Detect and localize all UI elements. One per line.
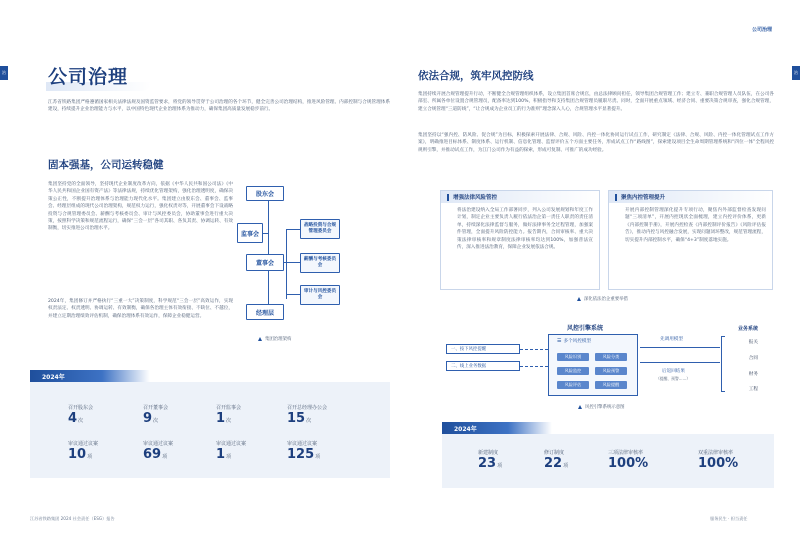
org-committee-audit: 审计与风控委员会 xyxy=(300,285,340,305)
post-return-sub: （提醒、预警……） xyxy=(656,376,691,381)
stat-item: 审议通过议案 69项 xyxy=(143,441,174,462)
stat-item: 新建制度 23项 xyxy=(478,450,503,471)
caption-triangle-icon xyxy=(577,297,581,301)
cards-caption: 深化依法治企重要举措 xyxy=(577,296,628,302)
card-legal-risk-text: 将法治建设纳入全局工作部署同步，列入公司发展规划和年度工作计划，制定企业主要负责人履行依法治企第一责任人职责的责任清单，持续深化法律监督与服务，做好法律事务全过程管理，加强案件管理，全面提升风险防控能力。报告期内，合同审核率、重大决策法律审核率和规章制度法律审核率均达到100%，加强普法宣传，深入推进法治教育，保障企业发展依法合规。 xyxy=(457,208,593,251)
org-chart-caption: 集团治理架构 xyxy=(258,336,291,342)
footer-left: 江苏省铁路集团 2024 社会责任（ESG）报告 xyxy=(30,516,115,521)
intro-paragraph: 江苏省铁路集团严格遵循国家相关法律法规及国资监管要求，将党的领导贯穿于公司治理的各个环节，健全完善公司治理结构，推进风险管理、内部控制与合规管理体系建设，持续提升企业治理能力与水平，以中国特色现代企业治理体系为推动力，确保集团高质量发展稳步前行。 xyxy=(48,100,390,113)
stat-item: 三项法律审核率 100% xyxy=(608,450,649,471)
side-tab-right: 治 xyxy=(792,66,800,80)
post-return-label: 后返回结果 xyxy=(662,369,685,374)
biz-bracket xyxy=(721,336,725,392)
stat-item: 修订制度 22项 xyxy=(544,450,569,471)
list-icon: ☰ xyxy=(557,338,562,344)
engine-title: 风控引擎系统 xyxy=(567,325,604,332)
pre-call-label: 先调用模型 xyxy=(660,337,683,342)
biz-item: 工程 xyxy=(748,387,758,392)
card-legal-risk-title: 增强法律风险管控 xyxy=(453,195,498,201)
flow-step-1: 一、按下风控提醒 xyxy=(446,344,520,354)
org-shareholders: 股东会 xyxy=(246,186,284,201)
page-title: 公司治理 xyxy=(48,66,129,88)
engine-module: 风险评估 xyxy=(557,381,589,389)
card-internal-control-text: 开展内部控制管理深化提升专项行动，聚焦内外部监督检查发现问题“三项清单”，开展内控现状全面梳理，建立内控评价体系，更新《内部控制手册》，开展内控检查《内部控制评价报告》《风险评估报告》，推动内控与风控融合发展，实现问题闭环整改，规范管理流程，切实提升内部控制水平，确保“4+3”制度落地实施。 xyxy=(625,208,766,243)
engine-module: 风险监控 xyxy=(557,367,589,375)
stat-item: 召开股东会 4次 xyxy=(68,405,94,426)
biz-item: 报关 xyxy=(748,340,758,345)
engine-module: 风险识别 xyxy=(557,353,589,361)
caption-triangle-icon xyxy=(578,405,582,409)
stat-item: 召开总经理办公会 15次 xyxy=(287,405,328,426)
stats-row-2 xyxy=(68,440,368,462)
section-title-governance: 固本强基，公司运转稳健 xyxy=(48,159,164,171)
footer-right: 服务民生 · 担当责任 xyxy=(710,516,748,521)
org-management: 经理层 xyxy=(246,304,284,320)
stat-item: 审议通过议案 10项 xyxy=(68,441,99,462)
governance-paragraph-1: 集团坚持党的全面领导，坚持现代企业制度改革方向，依据《中华人民共和国公司法》《中华人民共和国企业国有资产法》等法律法规，持续优化管理架构，强化治理透明度，确保决策公正性，不断提升治理体系与治理能力现代化水平。集团建立由股东会、董事会、监事会、经理层组成的现代公司治理架构，规范权力运行，强化权责对等，开展董事会下设战略投资与合规管理委员会、薪酬与考核委员会、审计与风控委员会，协助董事会进行重大决策，按照科学决策和规范流程运行，确保“三会一层”各司其职、各负其责、协调运转、有效制衡，切实推进公司治理水平。 xyxy=(48,182,233,232)
header-section-tag: 公司治理 xyxy=(752,27,773,33)
arrow-right-icon xyxy=(640,362,720,363)
stats-panel-left xyxy=(30,382,390,478)
flow-step-2: 二、线上业务数据 xyxy=(446,361,520,371)
engine-module: 风险预警 xyxy=(595,367,627,375)
arrow-left-icon xyxy=(640,347,720,348)
org-board: 董事会 xyxy=(246,254,284,271)
stats-year-band-left: 2024年 xyxy=(30,370,150,382)
stat-item: 审议通过议案 1项 xyxy=(216,441,247,462)
caption-triangle-icon xyxy=(258,337,262,341)
stat-item: 审议通过议案 125项 xyxy=(287,441,321,462)
biz-item: 合同 xyxy=(748,356,758,361)
stat-item: 召开董事会 9次 xyxy=(143,405,169,426)
engine-subtitle: ☰ 多个风控模型 xyxy=(557,338,592,344)
side-tab-label: 治 xyxy=(2,70,6,75)
card-legal-risk xyxy=(440,190,600,290)
compliance-paragraph-1: 集团持续开展合规管理提升行动，不断健全合规管理组织体系，设立集团首席合规官，由总法律顾问担任，领导集团合规管理工作；建立专、兼职合规管理人员队伍，在公司各部室、所属各单位设置合规管理员，配备率达到100%，积极指导和支持集团合规管理员履职尽责。同时，全面开展重点领域、经济合同、重要决策合规审查，强化合规管理，建立合规管理“三道防线”，“让合规成为企业员工的行为准则”理念深入人心，合规管理水平显著提升。 xyxy=(418,92,774,112)
stat-item: 双重法律审核率 100% xyxy=(698,450,739,471)
engine-module: 风险提醒 xyxy=(595,381,627,389)
diagram-caption: 风控引擎系统示意图 xyxy=(578,404,625,410)
biz-system-title: 业务系统 xyxy=(738,326,759,332)
stats-row-1 xyxy=(68,404,368,426)
card-internal-control-title: 聚焦内控管理提升 xyxy=(621,195,666,201)
biz-item: 财务 xyxy=(748,372,758,377)
side-tab-left xyxy=(0,66,8,80)
stats-row-right xyxy=(478,449,774,471)
org-committee-strategy: 战略投资与合规管理委员会 xyxy=(300,219,340,239)
org-committee-salary: 薪酬与考核委员会 xyxy=(300,253,340,273)
card-internal-control xyxy=(608,190,773,290)
stat-item: 召开监事会 1次 xyxy=(216,405,242,426)
org-supervisors: 监事会 xyxy=(237,223,263,243)
compliance-paragraph-2: 集团坚持以“强内控、防风险、促合规”为目标，积极探索开展法律、合规、风险、内控一体化协同运行试点工作，研究制定《法律、合规、风险、内控一体化管理试点工作方案》，明确推进目标体系、制度体系、运行机制、信息化管理、监督评价五个方面主要任务，形成试点工作“路线图”，探索建设项目全生命周期管理系统和“四位一体”全程风控规则引擎，并推动试点工作，为江门公司作为有益的探索，形成可复制、可推广的成功经验。 xyxy=(418,133,774,153)
engine-module: 风险分类 xyxy=(595,353,627,361)
governance-paragraph-2: 2024年，集团修订并严格执行“三重一大”决策制度，科学规范“三会一层”高效运作，实现权责法定、权责透明、协调运转、有效制衡，确保各治理主体有效衔接、不缺位、不越位，并建立定期治理绩效评估机制，确保治理体系有效运作，保障企业稳健运营。 xyxy=(48,299,233,319)
section-title-compliance: 依法合规，筑牢风控防线 xyxy=(418,70,534,82)
stats-year-band-right: 2024年 xyxy=(442,422,552,434)
